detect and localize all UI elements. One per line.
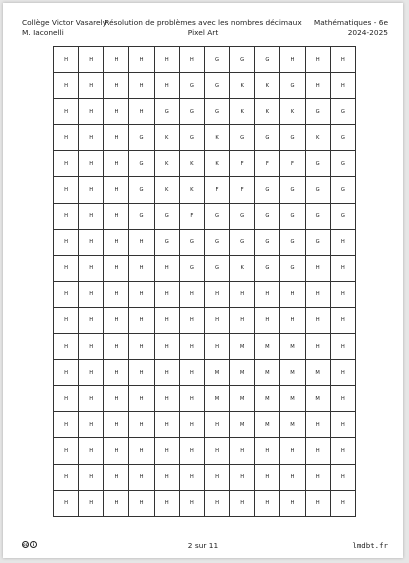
grid-cell: H bbox=[129, 360, 154, 386]
grid-cell: G bbox=[129, 203, 154, 229]
grid-cell: K bbox=[154, 177, 179, 203]
grid-cell: K bbox=[280, 99, 305, 125]
grid-cell: H bbox=[179, 386, 204, 412]
grid-cell: H bbox=[204, 412, 229, 438]
grid-cell: H bbox=[305, 255, 330, 281]
grid-cell: H bbox=[154, 73, 179, 99]
grid-cell: H bbox=[104, 490, 129, 516]
grid-cell: H bbox=[154, 412, 179, 438]
grid-cell: H bbox=[255, 281, 280, 307]
grid-cell: H bbox=[330, 464, 355, 490]
grid-row bbox=[54, 229, 356, 255]
by-icon: i bbox=[30, 541, 37, 548]
grid-cell: H bbox=[129, 73, 154, 99]
document-page bbox=[3, 3, 403, 558]
grid-cell: H bbox=[54, 177, 79, 203]
grid-cell: G bbox=[179, 229, 204, 255]
grid-cell: H bbox=[54, 334, 79, 360]
grid-row bbox=[54, 151, 356, 177]
grid-cell: G bbox=[204, 203, 229, 229]
grid-cell: G bbox=[280, 177, 305, 203]
grid-cell: H bbox=[204, 307, 229, 333]
grid-cell: H bbox=[154, 438, 179, 464]
grid-cell: H bbox=[54, 438, 79, 464]
grid-row bbox=[54, 281, 356, 307]
grid-cell: H bbox=[230, 438, 255, 464]
grid-cell: H bbox=[280, 281, 305, 307]
grid-cell: H bbox=[280, 490, 305, 516]
grid-cell: H bbox=[179, 412, 204, 438]
grid-cell: M bbox=[230, 360, 255, 386]
grid-cell: H bbox=[79, 490, 104, 516]
grid-row bbox=[54, 464, 356, 490]
pixel-art-grid bbox=[53, 46, 356, 517]
grid-cell: H bbox=[179, 281, 204, 307]
school-year: 2024-2025 bbox=[347, 28, 388, 37]
grid-cell: H bbox=[104, 281, 129, 307]
grid-cell: G bbox=[179, 99, 204, 125]
grid-cell: H bbox=[54, 47, 79, 73]
grid-cell: K bbox=[154, 125, 179, 151]
grid-cell: H bbox=[104, 73, 129, 99]
grid-cell: H bbox=[54, 203, 79, 229]
grid-cell: F bbox=[204, 177, 229, 203]
grid-cell: H bbox=[104, 386, 129, 412]
grid-cell: H bbox=[54, 386, 79, 412]
grid-cell: G bbox=[305, 203, 330, 229]
grid-row bbox=[54, 386, 356, 412]
grid-cell: H bbox=[330, 47, 355, 73]
grid-cell: K bbox=[230, 255, 255, 281]
grid-cell: G bbox=[330, 99, 355, 125]
grid-cell: H bbox=[179, 334, 204, 360]
grid-cell: G bbox=[305, 177, 330, 203]
grid-cell: H bbox=[330, 490, 355, 516]
grid-cell: H bbox=[179, 360, 204, 386]
grid-cell: H bbox=[54, 229, 79, 255]
grid-cell: G bbox=[204, 73, 229, 99]
grid-cell: H bbox=[305, 490, 330, 516]
grid-cell: H bbox=[330, 360, 355, 386]
grid-cell: M bbox=[230, 412, 255, 438]
page-number: 2 sur 11 bbox=[187, 541, 219, 550]
grid-cell: H bbox=[154, 281, 179, 307]
grid-cell: G bbox=[280, 229, 305, 255]
grid-cell: H bbox=[104, 177, 129, 203]
grid-cell: G bbox=[305, 229, 330, 255]
grid-row bbox=[54, 255, 356, 281]
grid-row bbox=[54, 490, 356, 516]
grid-cell: G bbox=[255, 229, 280, 255]
grid-cell: H bbox=[104, 307, 129, 333]
grid-cell: H bbox=[79, 177, 104, 203]
grid-row bbox=[54, 177, 356, 203]
grid-cell: H bbox=[154, 255, 179, 281]
grid-cell: K bbox=[179, 151, 204, 177]
grid-cell: H bbox=[54, 307, 79, 333]
grid-cell: G bbox=[154, 229, 179, 255]
grid-cell: G bbox=[255, 177, 280, 203]
grid-cell: H bbox=[129, 229, 154, 255]
grid-cell: K bbox=[204, 151, 229, 177]
grid-cell: H bbox=[179, 438, 204, 464]
grid-cell: G bbox=[280, 255, 305, 281]
grid-cell: H bbox=[54, 281, 79, 307]
grid-cell: M bbox=[204, 360, 229, 386]
grid-cell: G bbox=[330, 177, 355, 203]
grid-cell: G bbox=[255, 255, 280, 281]
grid-cell: G bbox=[230, 47, 255, 73]
grid-cell: H bbox=[204, 334, 229, 360]
grid-cell: M bbox=[255, 386, 280, 412]
grid-cell: H bbox=[79, 203, 104, 229]
grid-cell: H bbox=[280, 307, 305, 333]
subject-level: Mathématiques - 6e bbox=[313, 18, 388, 27]
grid-cell: G bbox=[179, 255, 204, 281]
grid-cell: H bbox=[79, 73, 104, 99]
grid-cell: G bbox=[179, 73, 204, 99]
grid-cell: H bbox=[129, 438, 154, 464]
grid-cell: H bbox=[129, 464, 154, 490]
grid-cell: H bbox=[179, 307, 204, 333]
grid-cell: H bbox=[54, 125, 79, 151]
grid-row bbox=[54, 360, 356, 386]
grid-cell: H bbox=[79, 438, 104, 464]
school-name: Collège Victor Vasarely bbox=[22, 18, 107, 27]
grid-cell: H bbox=[154, 464, 179, 490]
grid-cell: G bbox=[280, 73, 305, 99]
grid-cell: H bbox=[104, 334, 129, 360]
grid-cell: G bbox=[204, 229, 229, 255]
grid-cell: F bbox=[179, 203, 204, 229]
grid-cell: H bbox=[255, 464, 280, 490]
grid-cell: G bbox=[129, 151, 154, 177]
grid-cell: H bbox=[305, 73, 330, 99]
grid-cell: H bbox=[104, 412, 129, 438]
grid-cell: H bbox=[79, 229, 104, 255]
grid-cell: F bbox=[230, 151, 255, 177]
grid-cell: H bbox=[179, 464, 204, 490]
grid-cell: G bbox=[280, 125, 305, 151]
grid-cell: K bbox=[305, 125, 330, 151]
header-center bbox=[103, 18, 303, 38]
grid-cell: H bbox=[305, 281, 330, 307]
grid-cell: H bbox=[79, 125, 104, 151]
grid-cell: M bbox=[305, 386, 330, 412]
grid-cell: H bbox=[79, 412, 104, 438]
grid-cell: H bbox=[330, 438, 355, 464]
grid-row bbox=[54, 47, 356, 73]
grid-cell: H bbox=[104, 464, 129, 490]
grid-cell: H bbox=[280, 47, 305, 73]
grid-cell: H bbox=[79, 151, 104, 177]
grid-cell: G bbox=[230, 203, 255, 229]
grid-cell: H bbox=[305, 464, 330, 490]
grid-cell: H bbox=[79, 255, 104, 281]
grid-cell: H bbox=[104, 125, 129, 151]
grid-cell: H bbox=[154, 490, 179, 516]
grid-cell: H bbox=[255, 307, 280, 333]
grid-cell: H bbox=[104, 255, 129, 281]
grid-cell: H bbox=[204, 281, 229, 307]
grid-cell: G bbox=[305, 99, 330, 125]
grid-cell: H bbox=[305, 438, 330, 464]
grid-row bbox=[54, 125, 356, 151]
grid-cell: K bbox=[255, 99, 280, 125]
grid-cell: H bbox=[280, 438, 305, 464]
grid-cell: G bbox=[204, 255, 229, 281]
grid-cell: H bbox=[255, 438, 280, 464]
grid-cell: K bbox=[204, 125, 229, 151]
cc-icon: cc bbox=[23, 542, 28, 547]
grid-cell: H bbox=[330, 386, 355, 412]
grid-cell: M bbox=[280, 412, 305, 438]
grid-cell: G bbox=[330, 125, 355, 151]
grid-cell: G bbox=[129, 125, 154, 151]
grid-cell: H bbox=[79, 386, 104, 412]
grid-row bbox=[54, 438, 356, 464]
grid-row bbox=[54, 412, 356, 438]
grid-cell: H bbox=[54, 412, 79, 438]
license-badge bbox=[22, 541, 37, 548]
grid-cell: H bbox=[204, 438, 229, 464]
grid-cell: H bbox=[330, 334, 355, 360]
grid-cell: H bbox=[305, 47, 330, 73]
grid-cell: G bbox=[179, 125, 204, 151]
grid-cell: H bbox=[154, 360, 179, 386]
grid-cell: H bbox=[330, 412, 355, 438]
grid-cell: H bbox=[104, 99, 129, 125]
grid-cell: H bbox=[204, 490, 229, 516]
grid-cell: H bbox=[129, 334, 154, 360]
teacher-name: M. Iaconelli bbox=[22, 28, 64, 37]
grid-cell: H bbox=[280, 464, 305, 490]
grid-cell: G bbox=[204, 99, 229, 125]
grid-cell: G bbox=[305, 151, 330, 177]
grid-cell: H bbox=[129, 307, 154, 333]
document-title: Résolution de problèmes avec les nombres décimaux bbox=[104, 18, 302, 27]
grid-cell: H bbox=[305, 412, 330, 438]
grid-cell: M bbox=[280, 386, 305, 412]
grid-cell: G bbox=[154, 203, 179, 229]
grid-cell: H bbox=[154, 307, 179, 333]
grid-cell: H bbox=[154, 47, 179, 73]
grid-cell: H bbox=[305, 307, 330, 333]
header-right bbox=[314, 18, 388, 38]
grid-cell: H bbox=[104, 203, 129, 229]
grid-cell: K bbox=[230, 73, 255, 99]
grid-cell: H bbox=[79, 360, 104, 386]
grid-cell: G bbox=[230, 125, 255, 151]
grid-cell: M bbox=[255, 412, 280, 438]
grid-cell: H bbox=[230, 307, 255, 333]
grid-cell: H bbox=[79, 99, 104, 125]
grid-cell: M bbox=[280, 360, 305, 386]
grid-cell: H bbox=[230, 490, 255, 516]
grid-row bbox=[54, 73, 356, 99]
grid-cell: G bbox=[255, 47, 280, 73]
grid-cell: H bbox=[129, 490, 154, 516]
grid-cell: H bbox=[129, 281, 154, 307]
grid-cell: H bbox=[330, 281, 355, 307]
grid-cell: H bbox=[79, 307, 104, 333]
grid-cell: M bbox=[255, 334, 280, 360]
grid-cell: M bbox=[230, 386, 255, 412]
grid-cell: H bbox=[330, 229, 355, 255]
site-link[interactable]: lmdbt.fr bbox=[352, 541, 388, 550]
grid-cell: H bbox=[129, 412, 154, 438]
grid-cell: H bbox=[104, 151, 129, 177]
grid-cell: G bbox=[230, 229, 255, 255]
grid-cell: H bbox=[54, 464, 79, 490]
grid-cell: G bbox=[330, 203, 355, 229]
grid-cell: H bbox=[154, 334, 179, 360]
grid-cell: H bbox=[179, 490, 204, 516]
grid-cell: M bbox=[230, 334, 255, 360]
grid-cell: H bbox=[305, 334, 330, 360]
grid-cell: M bbox=[204, 386, 229, 412]
grid-cell: H bbox=[79, 47, 104, 73]
grid-cell: H bbox=[230, 464, 255, 490]
grid-cell: F bbox=[255, 151, 280, 177]
grid-cell: M bbox=[280, 334, 305, 360]
grid-cell: H bbox=[330, 73, 355, 99]
grid-cell: H bbox=[54, 255, 79, 281]
grid-cell: K bbox=[230, 99, 255, 125]
document-subtitle: Pixel Art bbox=[187, 28, 219, 37]
grid-cell: F bbox=[280, 151, 305, 177]
grid-cell: H bbox=[104, 229, 129, 255]
grid-row bbox=[54, 99, 356, 125]
grid-cell: H bbox=[230, 281, 255, 307]
grid-cell: H bbox=[79, 281, 104, 307]
header-left bbox=[22, 18, 107, 38]
grid-cell: H bbox=[129, 99, 154, 125]
grid-cell: M bbox=[305, 360, 330, 386]
grid-cell: H bbox=[79, 464, 104, 490]
grid-cell: G bbox=[330, 151, 355, 177]
grid-cell: H bbox=[54, 73, 79, 99]
grid-cell: K bbox=[179, 177, 204, 203]
grid-row bbox=[54, 203, 356, 229]
grid-cell: G bbox=[255, 203, 280, 229]
grid-cell: G bbox=[255, 125, 280, 151]
grid-cell: H bbox=[104, 360, 129, 386]
grid-cell: K bbox=[255, 73, 280, 99]
grid-cell: H bbox=[179, 47, 204, 73]
grid-cell: M bbox=[255, 360, 280, 386]
grid-row bbox=[54, 307, 356, 333]
grid-cell: H bbox=[54, 99, 79, 125]
grid-cell: H bbox=[129, 255, 154, 281]
grid-cell: G bbox=[129, 177, 154, 203]
grid-cell: H bbox=[255, 490, 280, 516]
grid-cell: H bbox=[330, 307, 355, 333]
grid-cell: H bbox=[79, 334, 104, 360]
grid-cell: F bbox=[230, 177, 255, 203]
grid-cell: H bbox=[54, 490, 79, 516]
grid-cell: G bbox=[280, 203, 305, 229]
grid-cell: G bbox=[204, 47, 229, 73]
grid-cell: H bbox=[204, 464, 229, 490]
grid-cell: K bbox=[154, 151, 179, 177]
grid-cell: H bbox=[54, 360, 79, 386]
grid-row bbox=[54, 334, 356, 360]
grid-cell: H bbox=[129, 386, 154, 412]
grid-cell: H bbox=[154, 386, 179, 412]
grid-cell: H bbox=[54, 151, 79, 177]
grid-cell: H bbox=[330, 255, 355, 281]
grid-cell: H bbox=[104, 438, 129, 464]
grid-cell: H bbox=[104, 47, 129, 73]
grid-cell: H bbox=[129, 47, 154, 73]
grid-cell: G bbox=[154, 99, 179, 125]
